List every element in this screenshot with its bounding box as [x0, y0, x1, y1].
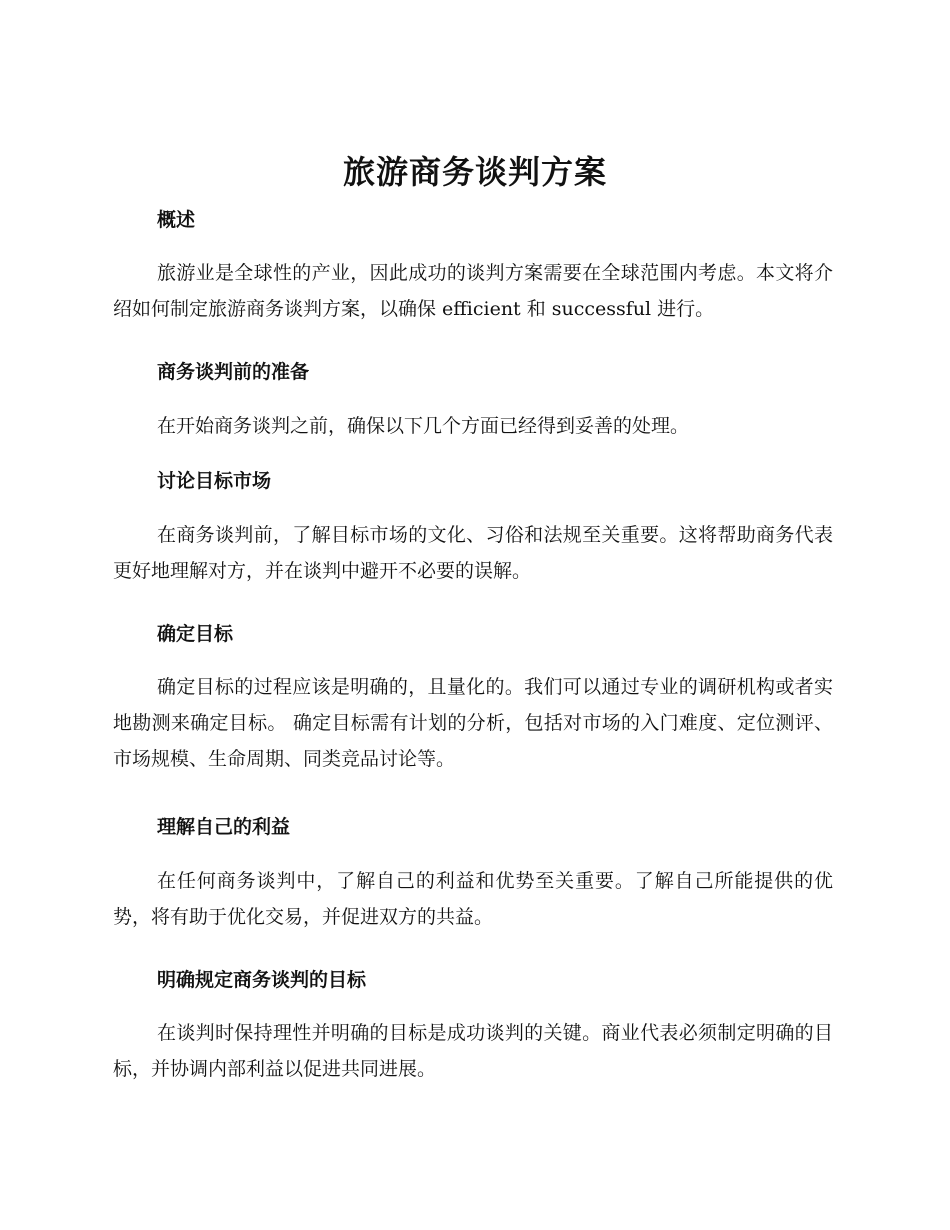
section-heading-define-goals: 确定目标 — [157, 623, 234, 645]
section-heading-target-market: 讨论目标市场 — [157, 470, 272, 492]
section-paragraph-clear-objectives: 在谈判时保持理性并明确的目标是成功谈判的关键。商业代表必须制定明确的目标，并协调内部利益以促进共同进展。 — [113, 1022, 833, 1080]
section-heading-clear-objectives: 明确规定商务谈判的目标 — [157, 969, 367, 991]
section-paragraph-target-market: 在商务谈判前，了解目标市场的文化、习俗和法规至关重要。这将帮助商务代表更好地理解对方，并在谈判中避开不必要的误解。 — [113, 524, 833, 582]
section-heading-own-interests: 理解自己的利益 — [157, 816, 291, 838]
section-heading-preparation: 商务谈判前的准备 — [157, 361, 310, 383]
section-paragraph-own-interests: 在任何商务谈判中，了解自己的利益和优势至关重要。了解自己所能提供的优势，将有助于优化交易，并促进双方的共益。 — [113, 870, 833, 928]
section-heading-overview: 概述 — [157, 209, 196, 231]
section-paragraph-overview: 旅游业是全球性的产业，因此成功的谈判方案需要在全球范围内考虑。本文将介绍如何制定旅游商务谈判方案，以确保 efficient 和 successful 进行。 — [113, 262, 833, 320]
document-title: 旅游商务谈判方案 — [342, 153, 607, 191]
section-paragraph-define-goals: 确定目标的过程应该是明确的，且量化的。我们可以通过专业的调研机构或者实地勘测来确定目标。 确定目标需有计划的分析，包括对市场的入门难度、定位测评、市场规模、生命周期、同类竞品讨论等。 — [113, 676, 833, 770]
section-paragraph-preparation: 在开始商务谈判之前，确保以下几个方面已经得到妥善的处理。 — [157, 415, 690, 437]
